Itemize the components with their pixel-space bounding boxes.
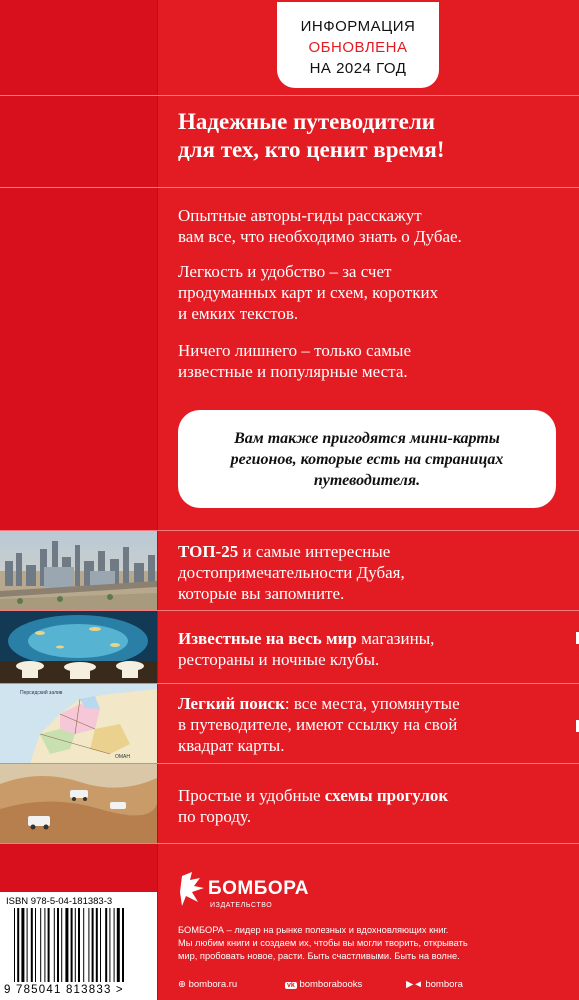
publisher-sub: ИЗДАТЕЛЬСТВО bbox=[210, 902, 273, 909]
paragraph-line: вам все, что необходимо знать о Дубае. bbox=[178, 227, 462, 246]
paragraph-authors bbox=[178, 205, 462, 247]
blurb-line: Мы любим книги и создаем их, чтобы вы могли творить, открывать bbox=[178, 938, 468, 948]
feature-bold: Легкий поиск bbox=[178, 694, 285, 713]
feature-walk-schemes bbox=[178, 785, 448, 827]
vk-text: bomborabooks bbox=[299, 979, 363, 990]
feature-line: в путеводителе, имеют ссылку на свой bbox=[178, 715, 458, 734]
globe-icon: ⊕ bbox=[178, 979, 186, 990]
divider-line bbox=[0, 843, 579, 844]
paragraph-essentials bbox=[178, 340, 411, 382]
website-link[interactable] bbox=[178, 979, 237, 990]
isbn-label: ISBN 978-5-04-181383-3 bbox=[6, 896, 113, 907]
feature-line: достопримечательности Дубая, bbox=[178, 563, 405, 582]
paragraph-line: Ничего лишнего – только самые bbox=[178, 341, 412, 360]
paragraph-line: известные и популярные места. bbox=[178, 362, 408, 381]
column-divider bbox=[157, 0, 158, 1000]
feature-easy-search bbox=[178, 693, 460, 756]
headline bbox=[178, 108, 444, 164]
telegram-link[interactable] bbox=[406, 979, 463, 990]
paragraph-line: Опытные авторы-гиды расскажут bbox=[178, 206, 422, 225]
badge-line-3: НА 2024 ГОД bbox=[309, 60, 407, 77]
feature-text: и самые интересные bbox=[238, 542, 391, 561]
play-icon: ▶ bbox=[406, 979, 414, 990]
callout-line: путеводителя. bbox=[313, 472, 421, 489]
badge-line-1: ИНФОРМАЦИЯ bbox=[300, 18, 416, 35]
vk-icon: vk bbox=[287, 982, 295, 989]
publisher-name: БОМБОРА bbox=[208, 878, 309, 899]
desert-safari-photo bbox=[0, 764, 157, 843]
feature-line: которые вы запомните. bbox=[178, 584, 345, 603]
svg-text:ОМАН: ОМАН bbox=[115, 754, 130, 760]
telegram-text: bombora bbox=[425, 979, 463, 990]
feature-text: Простые и удобные bbox=[178, 786, 325, 805]
svg-text:Персидский залив: Персидский залив bbox=[20, 690, 63, 696]
feature-line: квадрат карты. bbox=[178, 736, 285, 755]
feature-world-famous bbox=[178, 628, 434, 670]
paragraph-convenience bbox=[178, 261, 438, 324]
feature-text: : все места, упомянутые bbox=[284, 694, 460, 713]
feature-line: рестораны и ночные клубы. bbox=[178, 650, 380, 669]
divider-line bbox=[0, 187, 579, 188]
paragraph-line: и емких текстов. bbox=[178, 304, 299, 323]
updated-badge bbox=[277, 2, 439, 88]
paragraph-line: Легкость и удобство – за счет bbox=[178, 262, 392, 281]
feature-line: по городу. bbox=[178, 807, 252, 826]
website-text: bombora.ru bbox=[188, 979, 238, 990]
headline-line-2: для тех, кто ценит время! bbox=[178, 137, 445, 162]
vk-link[interactable] bbox=[285, 979, 362, 990]
feature-bold: Известные на весь мир bbox=[178, 629, 357, 648]
feature-bold: ТОП-25 bbox=[178, 542, 239, 561]
badge-line-2: ОБНОВЛЕНА bbox=[308, 39, 408, 56]
headline-line-1: Надежные путеводители bbox=[178, 109, 435, 134]
paragraph-line: продуманных карт и схем, коротких bbox=[178, 283, 439, 302]
divider-line bbox=[0, 95, 579, 96]
barcode bbox=[0, 892, 157, 1000]
left-column bbox=[0, 0, 157, 1000]
dubai-skyline-photo bbox=[0, 531, 157, 610]
feature-text: магазины, bbox=[356, 629, 435, 648]
blurb-line: БОМБОРА – лидер на рынке полезных и вдохновляющих книг. bbox=[178, 925, 449, 935]
feature-bold: схемы прогулок bbox=[324, 786, 449, 805]
aquarium-restaurant-photo bbox=[0, 611, 157, 683]
barcode-digits: 9 785041 813833 > bbox=[4, 984, 124, 996]
callout-line: Вам также пригодятся мини-карты bbox=[234, 430, 500, 447]
feature-top25 bbox=[178, 541, 405, 604]
map-image bbox=[0, 684, 157, 763]
publisher-blurb bbox=[178, 924, 468, 963]
blurb-line: мир, пробовать новое, расти. Быть счастливыми. Быть на волне. bbox=[178, 951, 460, 961]
mini-maps-callout bbox=[178, 410, 556, 508]
callout-line: регионов, которые есть на страницах bbox=[230, 451, 504, 468]
telegram-icon: ◄ bbox=[413, 979, 423, 990]
bombora-logo-icon bbox=[178, 872, 206, 908]
